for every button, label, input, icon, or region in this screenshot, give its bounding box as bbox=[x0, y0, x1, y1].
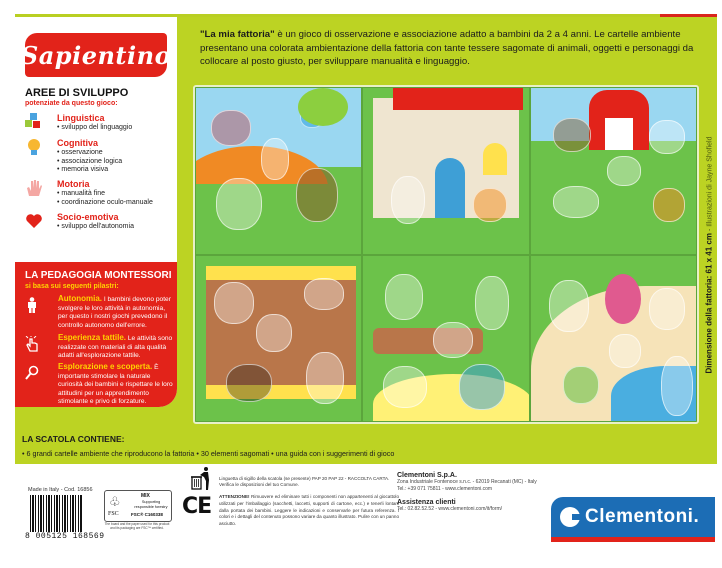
sapientino-logo bbox=[20, 33, 172, 77]
chicks-piece bbox=[609, 334, 641, 368]
pillar-text: Esperienza tattile. Le attività sono realizzate con materiali di alta qualità adatti all'esplorazione tattile. bbox=[58, 333, 173, 360]
dimension-text: Dimensione della fattoria: 61 x 41 cm - Illustrazioni di Jayne Shofield bbox=[704, 136, 714, 374]
area-name: Linguistica bbox=[57, 113, 105, 123]
hand-icon bbox=[25, 179, 43, 197]
barcode bbox=[30, 495, 82, 532]
area-name: Motoria bbox=[57, 179, 90, 189]
farm-puzzle-board-image bbox=[193, 85, 699, 424]
area-item: • sviluppo dell'autonomia bbox=[57, 223, 134, 232]
warning-text: ATTENZIONE! Rimuovere ed eliminare tutti i componenti non appartenenti al giocattolo utilizzati per l'imballaggio (sacchetti, laccetti, supporti di cartone, ecc.) e tenerli lontani dalla portata dei bambini. Leggere le indicazioni e conservarle per futura referenza. I colori e i dettagli del contenuto possono variare da quanto illustrato. Pulire con un panno asciutto. bbox=[219, 494, 399, 527]
montessori-title: LA PEDAGOGIA MONTESSORI bbox=[25, 270, 172, 281]
rabbit-piece bbox=[383, 366, 427, 408]
pillar-title: Autonomia. bbox=[58, 294, 102, 303]
customer-support-contact: Tel.: 02.82.52.52 - www.clementoni.com/it/form/ bbox=[397, 506, 503, 512]
pillar-text: Autonomia. I bambini devono poter svolgere le loro attività in autonomia, per questo i nostri giochi prevedono il controllo autonomo dell'errore. bbox=[58, 294, 171, 329]
area-name: Cognitiva bbox=[57, 138, 99, 148]
lamb-piece bbox=[256, 314, 292, 352]
clementoni-mark-icon bbox=[560, 507, 580, 527]
black-lamb-piece bbox=[226, 364, 272, 402]
pillar-title: Esperienza tattile. bbox=[58, 333, 127, 342]
beehive-piece bbox=[385, 274, 423, 320]
pillar-text: Esplorazione e scoperta. È importante stimolare la naturale curiosità dei bambini e rispettare le loro attitudini per un apprendimento stimolante e privo di forzature. bbox=[58, 362, 173, 406]
red-roof bbox=[393, 88, 523, 110]
company-address: Zona Industriale Fontenoce s.n.c. - 62019 Recanati (MC) - Italy bbox=[397, 479, 537, 485]
area-item: • sviluppo del linguaggio bbox=[57, 124, 132, 133]
company-contact: Tel.: +39 071 75811 - www.clementoni.com bbox=[397, 486, 493, 492]
ce-mark: CE bbox=[182, 494, 212, 519]
abc-blocks-icon bbox=[25, 113, 43, 131]
magnifier-icon bbox=[25, 365, 39, 381]
barcode-number: 8 005125 168569 bbox=[25, 532, 105, 541]
tractor-piece bbox=[211, 110, 251, 146]
calf-piece bbox=[607, 156, 641, 186]
development-areas-title: AREE DI SVILUPPO bbox=[25, 87, 129, 99]
fsc-note: The board and the paper used for this product and its packaging are FSC™ certified. bbox=[104, 522, 170, 530]
cat-piece bbox=[473, 188, 507, 222]
area-item: • associazione logica bbox=[57, 158, 122, 167]
montessori-section bbox=[15, 262, 177, 407]
fsc-code: FSC® C160338 bbox=[131, 512, 163, 517]
recycling-bin-icon bbox=[190, 466, 212, 490]
fsc-logo: FSC bbox=[108, 511, 119, 517]
fox-piece bbox=[653, 188, 685, 222]
board-henhouse-scene bbox=[530, 255, 697, 423]
pillar-title: Esplorazione e scoperta. bbox=[58, 362, 153, 371]
board-hill-scene bbox=[195, 87, 362, 255]
box-contents-items: • 6 grandi cartelle ambiente che riproducono la fattoria • 30 elementi sagomati • una guida con i suggerimenti di gioco bbox=[22, 449, 395, 458]
beekeeper-piece bbox=[475, 276, 509, 330]
donkey-piece bbox=[216, 178, 262, 230]
farmer-piece bbox=[306, 352, 344, 404]
rooster bbox=[605, 274, 641, 324]
cow-brown-piece bbox=[553, 118, 591, 152]
clementoni-logo bbox=[551, 497, 715, 543]
company-name: Clementoni S.p.A. bbox=[397, 472, 457, 479]
blue-door bbox=[435, 158, 465, 218]
area-item: • coordinazione oculo-manuale bbox=[57, 199, 153, 208]
peacock-piece bbox=[459, 364, 505, 410]
fsc-tree-icon: ♧ bbox=[109, 494, 121, 509]
touch-hand-icon bbox=[25, 336, 39, 352]
board-farmhouse-scene bbox=[362, 87, 529, 255]
fsc-label bbox=[104, 490, 172, 522]
board-garden-scene bbox=[362, 255, 529, 423]
goose-piece bbox=[661, 356, 693, 416]
company-info bbox=[397, 472, 537, 513]
fsc-mix: MIX bbox=[141, 493, 150, 499]
warning-title: ATTENZIONE! bbox=[219, 494, 250, 499]
area-item: • memoria visiva bbox=[57, 166, 122, 175]
montessori-subtitle: si basa sui seguenti pilastri: bbox=[25, 283, 119, 290]
fsc-supporting: Supporting responsible forestry bbox=[134, 500, 168, 509]
area-item: • manualità fine bbox=[57, 190, 153, 199]
area-item: • osservazione bbox=[57, 149, 122, 158]
child-icon bbox=[25, 297, 39, 313]
sheep-piece bbox=[304, 278, 344, 310]
girl-piece bbox=[391, 176, 425, 224]
board-barn-scene bbox=[530, 87, 697, 255]
window bbox=[483, 143, 507, 175]
made-in-italy-code: Made in Italy - Cod. 16856 bbox=[28, 487, 93, 493]
product-name: "La mia fattoria" bbox=[200, 29, 275, 40]
development-areas-subtitle: potenziate da questo gioco: bbox=[25, 100, 118, 107]
hen-piece bbox=[649, 288, 685, 330]
description-text: è un gioco di osservazione e associazione adatto a bambini da 2 a 4 anni. Le cartelle ambiente presentano una colorata ambientazione della fattoria con tante tessere sagomate di animali, oggetti e personaggi da collocare al posto giusto, per sviluppare manualità e linguaggio. bbox=[200, 29, 694, 67]
barn-door bbox=[605, 118, 633, 150]
recycling-note: Linguetta di sigillo della scatola (se presente) PAP 20 PAP 22 - RACCOLTA CARTA. Verifica le disposizioni del tuo Comune. bbox=[219, 476, 390, 487]
lightbulb-icon bbox=[25, 138, 43, 156]
clementoni-wordmark: Clementoni. bbox=[585, 506, 700, 527]
frog-piece bbox=[563, 366, 599, 404]
onion-piece bbox=[433, 322, 473, 358]
horse-piece bbox=[296, 168, 338, 222]
area-name: Socio-emotiva bbox=[57, 212, 119, 222]
logo-text: Sapientino bbox=[20, 40, 172, 70]
apple-tree bbox=[298, 88, 348, 126]
board-pen-scene bbox=[195, 255, 362, 423]
left-info-panel bbox=[15, 17, 177, 407]
scarecrow-piece bbox=[261, 138, 289, 180]
customer-support-title: Assistenza clienti bbox=[397, 499, 456, 506]
goat-piece bbox=[214, 282, 254, 324]
henhouse-piece bbox=[549, 280, 589, 332]
cow-piece bbox=[649, 120, 685, 154]
product-description bbox=[200, 28, 700, 69]
heart-icon bbox=[25, 212, 43, 230]
box-contents-title: LA SCATOLA CONTIENE: bbox=[22, 434, 125, 444]
wheelbarrow-piece bbox=[553, 186, 599, 218]
